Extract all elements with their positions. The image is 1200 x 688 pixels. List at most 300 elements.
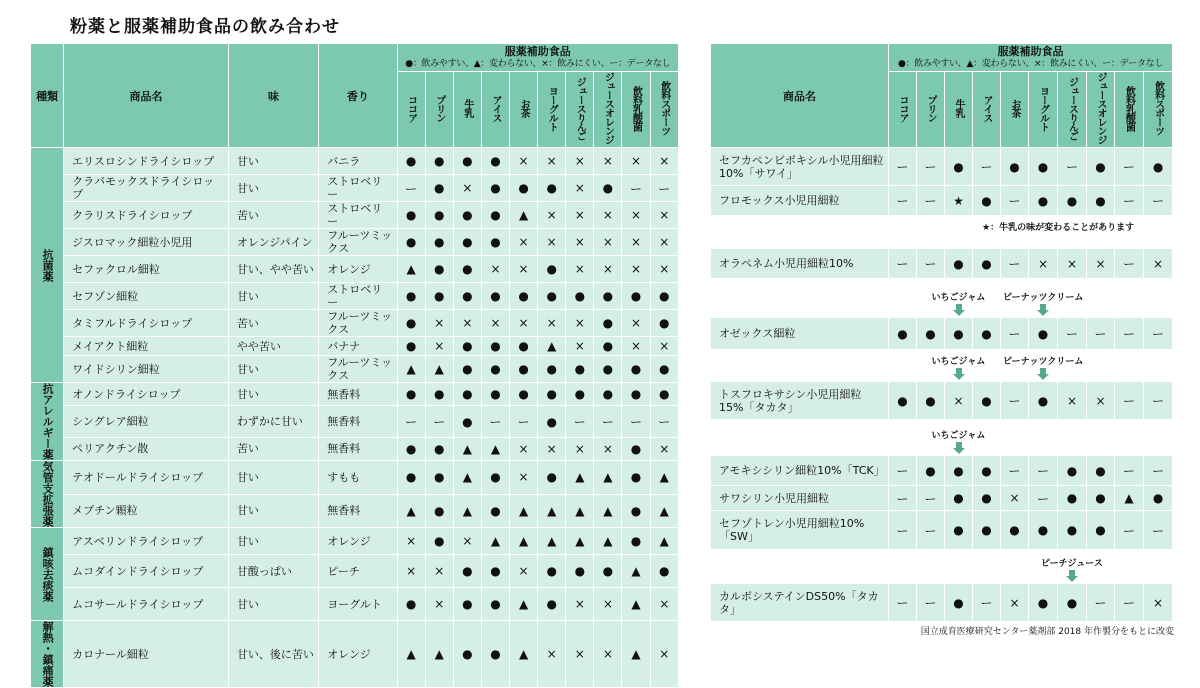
compat-cell: ▲	[594, 494, 622, 528]
compat-cell: ー	[1001, 382, 1029, 420]
product-name: カロナール細粒	[64, 621, 229, 688]
left-food-label: プリン	[433, 94, 445, 122]
compat-cell: ×	[1001, 486, 1029, 511]
table-row	[31, 528, 679, 555]
compat-cell: ●	[538, 256, 566, 283]
compat-cell: ●	[453, 621, 481, 688]
right-food-header	[917, 72, 945, 148]
compat-cell: ー	[889, 148, 917, 186]
compat-cell: ×	[481, 310, 509, 337]
compat-cell: ●	[1001, 148, 1029, 186]
compat-cell: ●	[481, 494, 509, 528]
table-row	[711, 382, 1173, 420]
product-aroma: フルーツミックス	[319, 229, 397, 256]
product-name: メプチン顆粒	[64, 494, 229, 528]
compat-cell: ●	[650, 283, 678, 310]
compat-cell: ●	[945, 148, 973, 186]
left-food-label: ジュースオレンジ	[602, 72, 614, 144]
compat-cell: ×	[622, 310, 650, 337]
compat-cell: ●	[397, 383, 425, 406]
compat-cell: ×	[566, 437, 594, 460]
product-name: フロモックス小児用細粒	[711, 186, 889, 216]
table-row	[31, 555, 679, 588]
compat-cell: ー	[1115, 186, 1144, 216]
compat-cell: ×	[650, 437, 678, 460]
compat-cell: ×	[510, 555, 538, 588]
compat-cell: ー	[889, 186, 917, 216]
right-food-label: 飲料乳酸菌	[1123, 85, 1135, 131]
product-name: テオドールドライシロップ	[64, 461, 229, 495]
compat-cell: ●	[622, 437, 650, 460]
product-name: メイアクト細粒	[64, 337, 229, 356]
compat-cell: ●	[1058, 511, 1087, 550]
product-name: ペリアクチン散	[64, 437, 229, 460]
compat-cell: ▲	[510, 528, 538, 555]
table-row	[711, 249, 1173, 279]
table-row	[711, 318, 1173, 350]
product-taste: やや苦い	[228, 337, 318, 356]
milk-star-note: ★：牛乳の味が変わることがあります	[982, 222, 1135, 233]
compat-cell: ●	[1029, 148, 1058, 186]
compat-cell: ▲	[397, 256, 425, 283]
table-row	[31, 337, 679, 356]
compat-cell: ×	[650, 148, 678, 175]
table-row	[711, 148, 1173, 186]
product-taste: 甘い、やや苦い	[228, 256, 318, 283]
compat-cell: ●	[594, 337, 622, 356]
right-food-header	[1029, 72, 1058, 148]
compat-cell: ▲	[453, 437, 481, 460]
compat-cell: ▲	[566, 461, 594, 495]
left-food-header	[622, 72, 650, 148]
drug-category-label: 解熱・鎮痛薬	[41, 621, 55, 687]
product-aroma: ストロベリー	[319, 202, 397, 229]
right-food-label: ココア	[897, 94, 908, 122]
product-name: オゼックス細粒	[711, 318, 889, 350]
compat-cell: ×	[1087, 382, 1115, 420]
compat-cell: ●	[622, 283, 650, 310]
table-row	[31, 148, 679, 175]
compat-cell: ×	[397, 528, 425, 555]
product-name: シングレア細粒	[64, 406, 229, 438]
right-table	[710, 43, 1173, 622]
product-name: セフカペンピボキシル小児用細粒10%「サワイ」	[711, 148, 889, 186]
product-name: ワイドシリン細粒	[64, 356, 229, 383]
compat-cell: ●	[973, 511, 1001, 550]
right-food-label: プリン	[925, 94, 936, 122]
compat-cell: ▲	[510, 202, 538, 229]
compat-cell: ●	[397, 588, 425, 621]
peanut-cream-label: ピーナッツクリーム	[1003, 292, 1084, 303]
compat-cell: ●	[566, 555, 594, 588]
compat-cell: ●	[510, 383, 538, 406]
compat-cell: ▲	[510, 494, 538, 528]
compat-cell: ー	[917, 511, 945, 550]
compat-cell: ー	[1001, 186, 1029, 216]
compat-cell: ー	[622, 175, 650, 202]
compat-cell: ー	[1115, 382, 1144, 420]
compat-cell: ー	[1058, 318, 1087, 350]
compat-cell: ×	[622, 148, 650, 175]
compat-cell: ●	[397, 229, 425, 256]
compat-cell: ×	[1058, 249, 1087, 279]
right-food-label: ヨーグルト	[1037, 85, 1049, 131]
right-food-label: 牛乳	[953, 99, 964, 117]
compat-cell: ー	[1029, 486, 1058, 511]
compat-cell: ●	[945, 318, 973, 350]
compat-cell: ●	[538, 406, 566, 438]
compat-cell: ●	[945, 486, 973, 511]
food-group-title: 服薬補助食品	[504, 44, 571, 58]
product-name: オラペネム小児用細粒10%	[711, 249, 889, 279]
compat-cell: ×	[510, 229, 538, 256]
table-row	[711, 511, 1173, 550]
compat-cell: ×	[566, 310, 594, 337]
compat-cell: ▲	[538, 528, 566, 555]
product-name: クラリスドライシロップ	[64, 202, 229, 229]
compat-cell: ●	[1087, 511, 1115, 550]
compat-cell: ●	[425, 229, 453, 256]
product-name: セフゾン細粒	[64, 283, 229, 310]
product-taste: 甘い	[228, 528, 318, 555]
compat-cell: ×	[1001, 584, 1029, 622]
compat-cell: ●	[1029, 584, 1058, 622]
compat-cell: ●	[622, 528, 650, 555]
compat-cell: ー	[1144, 511, 1173, 550]
drug-category	[31, 461, 64, 528]
compat-cell: ー	[917, 148, 945, 186]
compat-cell: ▲	[425, 621, 453, 688]
compat-cell: ●	[397, 283, 425, 310]
compat-cell: ●	[425, 461, 453, 495]
compat-cell: ー	[889, 584, 917, 622]
compat-cell: ●	[481, 175, 509, 202]
right-food-label: アイス	[981, 94, 992, 122]
compat-cell: ●	[945, 456, 973, 486]
table-row	[31, 461, 679, 495]
compat-cell: ー	[889, 249, 917, 279]
product-taste: オレンジパイン	[228, 229, 318, 256]
compat-cell: ▲	[622, 621, 650, 688]
peanut-cream-label: ピーナッツクリーム	[1003, 356, 1084, 367]
compat-cell: ー	[1087, 584, 1115, 622]
compat-cell: ▲	[481, 437, 509, 460]
table-row	[31, 406, 679, 438]
right-food-header	[1144, 72, 1173, 148]
compat-cell: ×	[594, 256, 622, 283]
compat-cell: ●	[1144, 148, 1173, 186]
compat-cell: ▲	[453, 461, 481, 495]
compat-cell: ー	[1144, 382, 1173, 420]
compat-cell: ●	[453, 202, 481, 229]
right-food-group-header	[889, 44, 1173, 72]
compat-cell: ●	[973, 456, 1001, 486]
compat-cell: ×	[566, 621, 594, 688]
product-taste: 苦い	[228, 202, 318, 229]
compat-cell: ●	[889, 382, 917, 420]
compat-cell: ー	[1001, 249, 1029, 279]
compat-cell: ー	[1058, 148, 1087, 186]
table-row	[711, 486, 1173, 511]
compat-cell: ▲	[594, 461, 622, 495]
compat-cell: ●	[481, 229, 509, 256]
compat-cell: ●	[1058, 186, 1087, 216]
left-food-header	[566, 72, 594, 148]
compat-cell: ×	[622, 256, 650, 283]
drug-category-label: 抗アレルギー薬	[41, 383, 55, 460]
compat-cell: ●	[1001, 511, 1029, 550]
compat-cell: ×	[650, 337, 678, 356]
compat-cell: ●	[945, 249, 973, 279]
compat-cell: ●	[973, 249, 1001, 279]
table-row	[31, 175, 679, 202]
compat-cell: ●	[481, 621, 509, 688]
table-row	[31, 202, 679, 229]
compat-cell: ×	[538, 229, 566, 256]
product-name: サワシリン小児用細粒	[711, 486, 889, 511]
compat-cell: ×	[1144, 584, 1173, 622]
compat-cell: ×	[650, 229, 678, 256]
compat-cell: ●	[425, 202, 453, 229]
compat-cell: ×	[566, 229, 594, 256]
compat-cell: ×	[425, 555, 453, 588]
left-food-label: 飲料乳酸菌	[630, 85, 642, 131]
compat-cell: ×	[566, 256, 594, 283]
compat-cell: ー	[1115, 148, 1144, 186]
product-taste: 甘い	[228, 383, 318, 406]
compat-cell: ▲	[538, 494, 566, 528]
left-food-header	[510, 72, 538, 148]
compat-cell: ●	[945, 584, 973, 622]
compat-cell: ▲	[510, 588, 538, 621]
drug-category-label: 気管支拡張薬	[41, 461, 55, 527]
compat-cell: ▲	[1115, 486, 1144, 511]
compat-cell: ×	[594, 202, 622, 229]
compat-cell: ×	[622, 337, 650, 356]
compat-cell: ●	[510, 337, 538, 356]
compat-cell: ●	[425, 494, 453, 528]
product-aroma: フルーツミックス	[319, 310, 397, 337]
compat-cell: ●	[397, 437, 425, 460]
compat-cell: ●	[917, 456, 945, 486]
compat-cell: ー	[510, 406, 538, 438]
compat-cell: ー	[650, 175, 678, 202]
compat-cell: ●	[453, 406, 481, 438]
product-aroma: ストロベリー	[319, 283, 397, 310]
compat-cell: ×	[594, 437, 622, 460]
compat-cell: ●	[538, 175, 566, 202]
compat-cell: ●	[945, 511, 973, 550]
compat-cell: ×	[453, 175, 481, 202]
compat-cell: ●	[566, 283, 594, 310]
product-aroma: すもも	[319, 461, 397, 495]
compat-cell: ー	[917, 249, 945, 279]
table-row	[711, 584, 1173, 622]
compat-cell: ×	[538, 621, 566, 688]
product-aroma: オレンジ	[319, 621, 397, 688]
compat-cell: ×	[425, 310, 453, 337]
product-taste: 苦い	[228, 310, 318, 337]
left-food-label: ココア	[405, 94, 417, 122]
compat-cell: ×	[566, 148, 594, 175]
compat-cell: ー	[622, 406, 650, 438]
product-aroma: ヨーグルト	[319, 588, 397, 621]
compat-cell: ●	[481, 356, 509, 383]
table-row	[31, 283, 679, 310]
left-food-label: 牛乳	[461, 99, 473, 117]
compat-cell: ×	[945, 382, 973, 420]
compat-cell: ー	[1115, 456, 1144, 486]
compat-cell: ×	[510, 148, 538, 175]
drug-category	[31, 528, 64, 621]
strawberry-jam-label: いちごジャム	[931, 430, 986, 441]
compat-cell: ×	[594, 229, 622, 256]
compat-cell: ●	[425, 383, 453, 406]
compat-cell: ●	[425, 283, 453, 310]
compat-cell: ▲	[425, 356, 453, 383]
name-header: 商品名	[64, 44, 229, 148]
compat-cell: ●	[917, 318, 945, 350]
taste-header: 味	[228, 44, 318, 148]
product-aroma: フルーツミックス	[319, 356, 397, 383]
page-title: 粉薬と服薬補助食品の飲み合わせ	[70, 17, 340, 37]
right-food-header	[889, 72, 917, 148]
right-food-header	[1058, 72, 1087, 148]
product-name: トスフロキサシン小児用細粒15%「タカタ」	[711, 382, 889, 420]
compat-cell: ●	[538, 555, 566, 588]
compat-cell: ●	[566, 383, 594, 406]
kind-header: 種類	[31, 44, 64, 148]
product-aroma: 無香料	[319, 406, 397, 438]
product-name: タミフルドライシロップ	[64, 310, 229, 337]
compat-cell: ー	[889, 486, 917, 511]
compat-cell: ×	[650, 621, 678, 688]
compat-cell: ー	[650, 406, 678, 438]
compat-cell: ×	[510, 461, 538, 495]
left-food-header	[397, 72, 425, 148]
compat-cell: ●	[1144, 486, 1173, 511]
compat-cell: ●	[538, 588, 566, 621]
compat-cell: ▲	[650, 528, 678, 555]
compat-cell: ー	[397, 406, 425, 438]
compat-cell: ●	[889, 318, 917, 350]
compat-cell: ●	[397, 461, 425, 495]
compat-cell: ▲	[538, 337, 566, 356]
compat-cell: ●	[594, 555, 622, 588]
compat-cell: ●	[594, 283, 622, 310]
compat-cell: ー	[1144, 186, 1173, 216]
compat-cell: ▲	[566, 494, 594, 528]
compat-cell: ー	[425, 406, 453, 438]
compat-cell: ●	[622, 383, 650, 406]
compat-cell: ●	[453, 356, 481, 383]
compat-cell: ×	[650, 256, 678, 283]
compat-cell: ●	[481, 588, 509, 621]
right-food-label: ジュースりんご	[1066, 76, 1078, 140]
compat-cell: ●	[453, 588, 481, 621]
left-food-header	[538, 72, 566, 148]
compat-cell: ●	[538, 461, 566, 495]
product-aroma: ピーチ	[319, 555, 397, 588]
compat-cell: ▲	[650, 461, 678, 495]
compat-cell: ●	[453, 555, 481, 588]
compat-cell: ●	[1087, 486, 1115, 511]
drug-category-label: 抗菌薬	[41, 248, 55, 282]
compat-cell: ●	[538, 283, 566, 310]
product-taste: 甘い	[228, 356, 318, 383]
compat-cell: ●	[566, 356, 594, 383]
compat-cell: ●	[481, 555, 509, 588]
compat-cell: ー	[917, 486, 945, 511]
compat-cell: ×	[622, 229, 650, 256]
strawberry-jam-label: いちごジャム	[931, 292, 986, 303]
product-name: オノンドライシロップ	[64, 383, 229, 406]
compat-cell: ー	[973, 148, 1001, 186]
compat-cell: ●	[453, 283, 481, 310]
compat-cell: ×	[622, 202, 650, 229]
product-aroma: 無香料	[319, 383, 397, 406]
compat-cell: ▲	[453, 494, 481, 528]
table-row	[31, 229, 679, 256]
compat-cell: ●	[397, 337, 425, 356]
source-note: 国立成育医療研究センター薬剤部 2018 年作製分をもとに改変	[920, 627, 1174, 637]
compat-cell: ●	[397, 148, 425, 175]
compat-cell: ●	[1058, 456, 1087, 486]
compat-cell: ●	[453, 337, 481, 356]
drug-category	[31, 621, 64, 688]
compat-cell: ●	[510, 356, 538, 383]
compat-cell: ●	[538, 356, 566, 383]
compat-cell: ×	[566, 588, 594, 621]
compat-cell: ×	[650, 588, 678, 621]
compat-cell: ー	[1001, 318, 1029, 350]
left-food-label: ヨーグルト	[546, 85, 558, 131]
product-name: カルボシステインDS50%「タカタ」	[711, 584, 889, 622]
compat-cell: ●	[973, 186, 1001, 216]
compat-cell: ー	[1115, 511, 1144, 550]
right-food-header	[1115, 72, 1144, 148]
compat-cell: ●	[650, 356, 678, 383]
right-food-header	[973, 72, 1001, 148]
product-taste: 甘い	[228, 588, 318, 621]
compat-cell: ●	[481, 283, 509, 310]
product-taste: 甘い	[228, 148, 318, 175]
table-row	[31, 588, 679, 621]
compat-cell: ー	[1115, 318, 1144, 350]
product-taste: わずかに甘い	[228, 406, 318, 438]
compat-cell: ▲	[397, 494, 425, 528]
compat-cell: ●	[425, 528, 453, 555]
compat-cell: ×	[1058, 382, 1087, 420]
compat-cell: ▲	[397, 621, 425, 688]
compat-cell: ●	[650, 555, 678, 588]
compat-cell: ●	[510, 283, 538, 310]
compat-cell: ー	[397, 175, 425, 202]
product-taste: 甘い、後に苦い	[228, 621, 318, 688]
product-name: アモキシシリン細粒10%「TCK」	[711, 456, 889, 486]
compat-cell: ×	[1144, 249, 1173, 279]
compat-cell: ×	[594, 148, 622, 175]
compat-cell: ー	[889, 511, 917, 550]
compat-cell: ×	[538, 437, 566, 460]
left-food-label: アイス	[489, 94, 501, 122]
compat-cell: ●	[594, 310, 622, 337]
product-name: アスベリンドライシロップ	[64, 528, 229, 555]
right-food-label: ジュースオレンジ	[1095, 72, 1106, 144]
compat-cell: ▲	[622, 555, 650, 588]
product-name: ムコダインドライシロップ	[64, 555, 229, 588]
compat-cell: ×	[538, 148, 566, 175]
